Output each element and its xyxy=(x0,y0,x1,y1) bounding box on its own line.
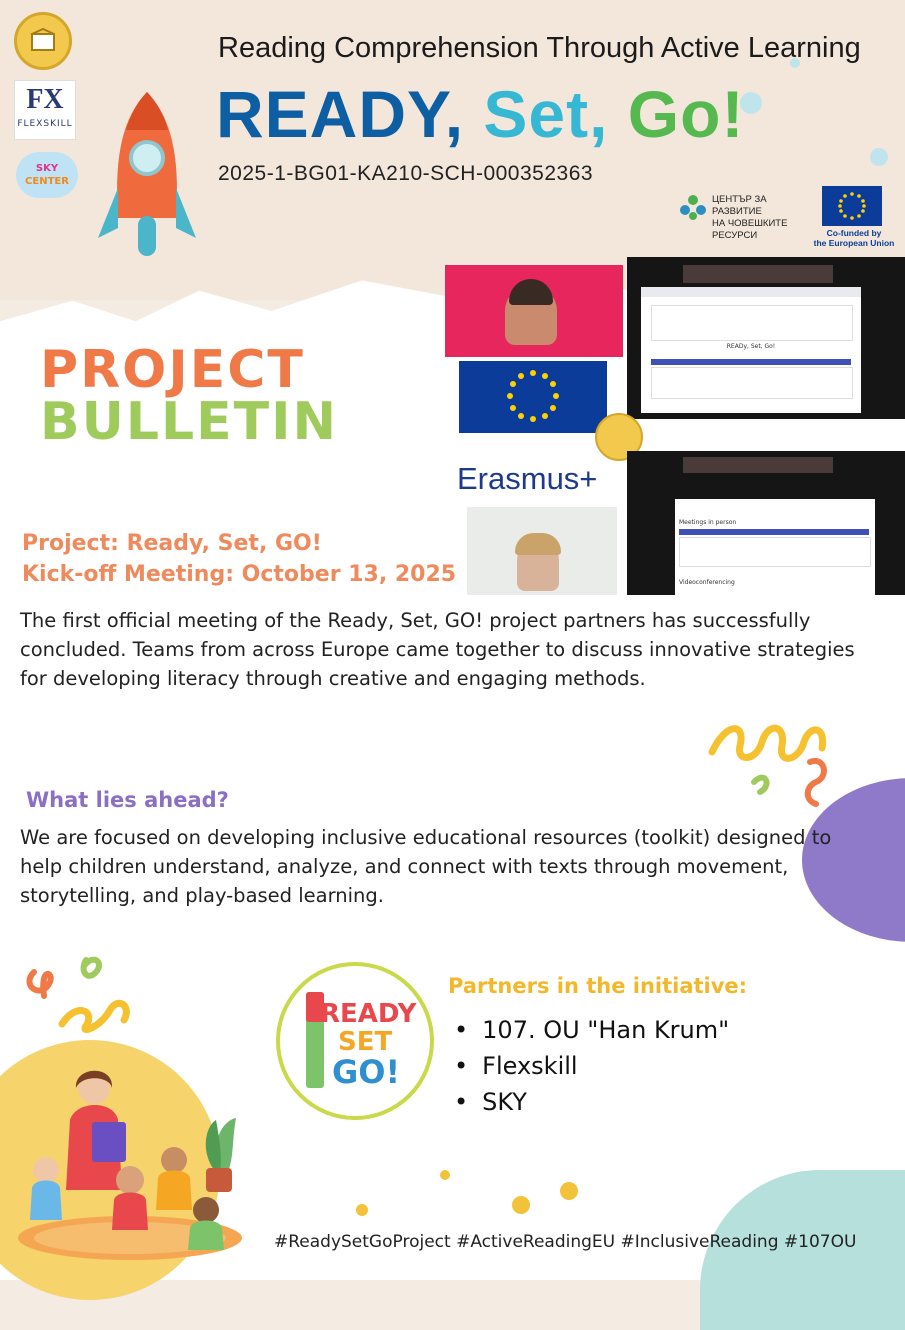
video-call-screenshot xyxy=(445,265,623,357)
ahead-heading: What lies ahead? xyxy=(26,788,229,812)
meetings-heading: Meetings in person xyxy=(679,519,737,526)
rsg-word-go: GO! xyxy=(332,1053,401,1091)
hrdc-emblem-icon xyxy=(678,192,708,222)
title-set: Set, xyxy=(483,77,609,151)
project-line: Project: Ready, Set, GO! xyxy=(22,531,322,556)
document-share-screenshot xyxy=(627,451,905,595)
rsg-word-set: SET xyxy=(338,1027,393,1057)
rocket-icon xyxy=(92,88,202,278)
partner-item: • SKY xyxy=(454,1084,729,1120)
swirl-decoration-icon xyxy=(20,936,150,1036)
meeting-paragraph: The first official meeting of the Ready, Set, GO! project partners has successfully concluded. Teams from across Europe came together to discuss innovative strategies for developing literacy through creative and engaging methods. xyxy=(20,609,855,690)
swirl-decoration-icon xyxy=(706,712,846,812)
erasmus-logo: Erasmus+ xyxy=(457,461,598,496)
dot-decoration xyxy=(870,148,888,166)
sky-logo-line1: SKY xyxy=(35,163,59,174)
page-title xyxy=(216,76,744,152)
sky-center-logo xyxy=(16,152,78,198)
hashtags: #ReadySetGoProject #ActiveReadingEU #InclusiveReading #107OU xyxy=(274,1232,857,1252)
meeting-info xyxy=(22,528,456,590)
rsg-word-ready: READY xyxy=(320,999,417,1029)
hrdc-line2: НА ЧОВЕШКИТЕ РЕСУРСИ xyxy=(712,218,788,241)
kickoff-line: Kick-off Meeting: October 13, 2025 xyxy=(22,562,457,587)
eu-caption-line2: the European Union xyxy=(813,238,895,248)
partner-item: • Flexskill xyxy=(454,1048,729,1084)
flexskill-logo xyxy=(14,80,76,140)
document-share-screenshot xyxy=(627,257,905,419)
eu-flag-icon xyxy=(459,361,607,433)
ahead-paragraph: We are focused on developing inclusive educational resources (toolkit) designed to help children understand, analyze, and connect with texts through movement, storytelling, and play-based learning. xyxy=(20,826,832,907)
hrdc-line1: ЦЕНТЪР ЗА РАЗВИТИЕ xyxy=(712,194,767,217)
school-emblem-icon xyxy=(14,12,72,70)
bulletin-line2: BULLETIN xyxy=(40,392,338,452)
partners-heading: Partners in the initiative: xyxy=(448,974,748,998)
meeting-screenshots xyxy=(445,255,905,595)
ready-set-go-logo xyxy=(276,962,434,1120)
video-call-screenshot xyxy=(467,507,617,595)
page-subtitle: Reading Comprehension Through Active Learning xyxy=(218,32,861,64)
flexskill-mark: FX xyxy=(26,84,64,115)
bulletin-heading xyxy=(40,340,338,452)
video-heading: Videoconferencing xyxy=(679,579,735,586)
project-code: 2025-1-BG01-KA210-SCH-000352363 xyxy=(218,162,594,185)
title-ready: READY, xyxy=(216,77,465,151)
title-go: Go! xyxy=(627,77,745,151)
doc-title-text: READy, Set, Go! xyxy=(726,343,776,350)
partners-list xyxy=(454,1012,729,1120)
eu-flag-icon xyxy=(822,186,882,226)
bulletin-line1: PROJECT xyxy=(40,340,305,400)
sky-logo-line2: CENTER xyxy=(25,176,69,187)
dot-decoration xyxy=(440,1170,450,1180)
hrdc-logo xyxy=(678,190,818,241)
dot-decoration xyxy=(560,1182,578,1200)
partner-item: • 107. OU "Han Krum" xyxy=(454,1012,729,1048)
dot-decoration xyxy=(512,1196,530,1214)
dot-decoration xyxy=(356,1204,368,1216)
reading-children-illustration xyxy=(10,1060,250,1260)
eu-caption-line1: Co-funded by xyxy=(826,228,882,238)
eu-caption xyxy=(812,228,896,248)
flexskill-text: FLEXSKILL xyxy=(17,119,73,129)
